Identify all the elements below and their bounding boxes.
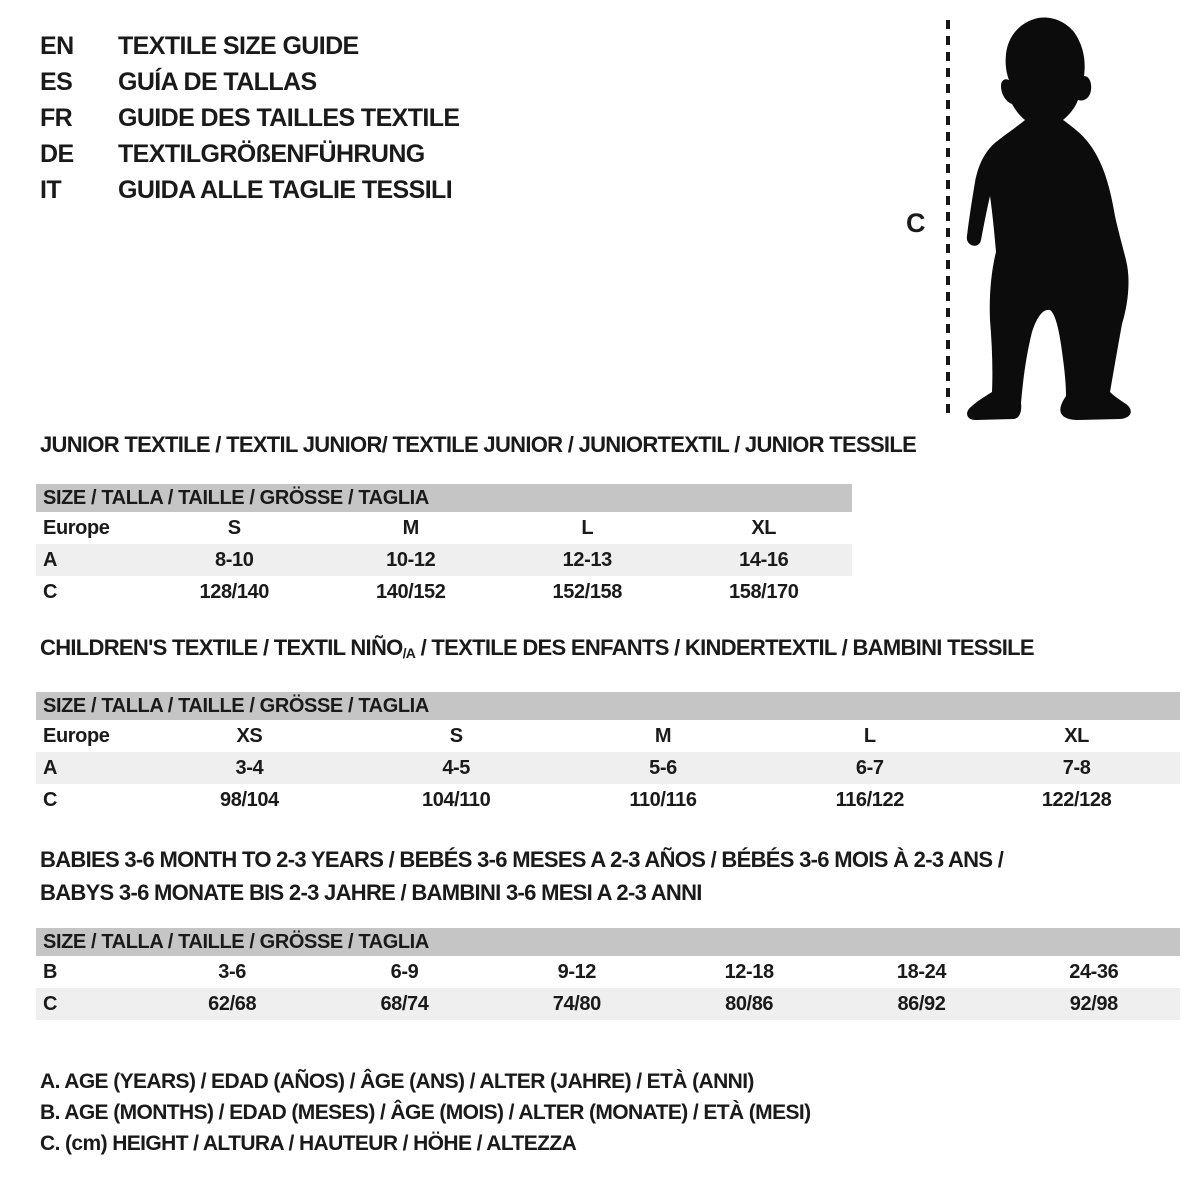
size-cell: M (402, 516, 419, 539)
row-label: C (43, 788, 58, 811)
size-cell: 3-4 (235, 756, 264, 779)
section-title-children (40, 636, 1034, 662)
size-cell: S (227, 516, 241, 539)
size-table-babies (36, 928, 1180, 1020)
language-code: FR (40, 103, 73, 132)
size-cell: 14-16 (739, 548, 789, 571)
table-row-age (36, 752, 1180, 784)
size-cell: 86/92 (897, 992, 946, 1015)
language-label: GUIDE DES TAILLES TEXTILE (118, 103, 460, 132)
table-row-height (36, 988, 1180, 1020)
table-row-europe (36, 512, 852, 544)
section-title-children-sub: /A (402, 645, 416, 661)
section-title-children-post: / TEXTILE DES ENFANTS / KINDERTEXTIL / BAMBINI TESSILE (415, 635, 1034, 660)
language-code: ES (40, 67, 73, 96)
size-cell: 116/122 (835, 788, 904, 811)
size-cell: 7-8 (1062, 756, 1091, 779)
section-title-children-pre: CHILDREN'S TEXTILE / TEXTIL NIÑO (40, 635, 403, 660)
size-cell: 4-5 (442, 756, 471, 779)
language-code: DE (40, 139, 74, 168)
language-code: EN (40, 31, 74, 60)
size-cell: 140/152 (376, 580, 446, 603)
language-row (40, 100, 460, 136)
language-label: GUÍA DE TALLAS (118, 67, 317, 96)
size-cell: 68/74 (380, 992, 429, 1015)
size-cell: 122/128 (1041, 788, 1112, 811)
toddler-silhouette-icon (962, 14, 1142, 422)
size-cell: XL (1064, 724, 1089, 747)
size-table-junior (36, 484, 852, 608)
language-row (40, 172, 460, 208)
size-table-header: SIZE / TALLA / TAILLE / GRÖSSE / TAGLIA (36, 692, 1180, 720)
size-cell: S (449, 724, 463, 747)
size-cell: 62/68 (208, 992, 257, 1015)
legend-line-c: C. (cm) HEIGHT / ALTURA / HAUTEUR / HÖHE / ALTEZZA (40, 1131, 577, 1155)
height-measure-label: C (906, 208, 926, 238)
size-table-header: SIZE / TALLA / TAILLE / GRÖSSE / TAGLIA (36, 484, 852, 512)
size-cell: 74/80 (552, 992, 601, 1015)
table-row-months (36, 956, 1180, 988)
size-cell: 80/86 (725, 992, 774, 1015)
section-title-babies (40, 843, 1003, 909)
size-cell: 10-12 (386, 548, 436, 571)
language-row (40, 28, 460, 64)
size-cell: 24-36 (1069, 960, 1119, 983)
language-row (40, 64, 460, 100)
size-cell: 98/104 (220, 788, 279, 811)
row-label: B (43, 960, 58, 983)
table-row-europe (36, 720, 1180, 752)
size-cell: 6-9 (390, 960, 419, 983)
size-cell: 110/116 (629, 788, 697, 811)
size-cell: 6-7 (855, 756, 884, 779)
row-label: Europe (43, 516, 110, 539)
height-dashed-line (946, 20, 950, 418)
row-label: C (43, 580, 58, 603)
row-label: C (43, 992, 58, 1015)
section-title-babies-line1: BABIES 3-6 MONTH TO 2-3 YEARS / BEBÉS 3-6 MESES A 2-3 AÑOS / BÉBÉS 3-6 MOIS À 2-3 ANS / (40, 847, 1004, 872)
table-row-height (36, 784, 1180, 816)
row-label: A (43, 548, 58, 571)
size-cell: M (654, 724, 672, 747)
table-row-height (36, 576, 852, 608)
size-cell: 5-6 (649, 756, 677, 779)
table-row-age (36, 544, 852, 576)
size-cell: XS (236, 724, 263, 747)
size-table-children (36, 692, 1180, 816)
size-cell: 158/170 (729, 580, 799, 603)
size-cell: 152/158 (552, 580, 622, 603)
size-cell: 92/98 (1069, 992, 1118, 1015)
language-label: TEXTILGRÖßENFÜHRUNG (118, 139, 425, 168)
size-cell: 9-12 (557, 960, 597, 983)
size-cell: L (581, 516, 594, 539)
row-label: Europe (43, 724, 110, 747)
legend-line-a: A. AGE (YEARS) / EDAD (AÑOS) / ÂGE (ANS) / ALTER (JAHRE) / ETÀ (ANNI) (40, 1069, 754, 1093)
language-label: TEXTILE SIZE GUIDE (118, 31, 359, 60)
size-cell: 12-18 (724, 960, 774, 983)
size-table-header: SIZE / TALLA / TAILLE / GRÖSSE / TAGLIA (36, 928, 1180, 956)
size-cell: L (863, 724, 876, 747)
legend (40, 1066, 811, 1159)
size-cell: 12-13 (562, 548, 612, 571)
language-row (40, 136, 460, 172)
size-cell: XL (751, 516, 777, 539)
row-label: A (43, 756, 58, 779)
size-cell: 18-24 (896, 960, 947, 983)
language-label: GUIDA ALLE TAGLIE TESSILI (118, 175, 453, 204)
section-title-babies-line2: BABYS 3-6 MONATE BIS 2-3 JAHRE / BAMBINI 3-6 MESI A 2-3 ANNI (40, 880, 702, 905)
language-list (40, 28, 460, 208)
size-cell: 128/140 (199, 580, 269, 603)
size-cell: 104/110 (421, 788, 491, 811)
size-cell: 3-6 (218, 960, 247, 983)
section-title-junior: JUNIOR TEXTILE / TEXTIL JUNIOR/ TEXTILE JUNIOR / JUNIORTEXTIL / JUNIOR TESSILE (40, 432, 917, 457)
legend-line-b: B. AGE (MONTHS) / EDAD (MESES) / ÂGE (MOIS) / ALTER (MONATE) / ETÀ (MESI) (40, 1100, 811, 1124)
language-code: IT (40, 175, 62, 204)
size-cell: 8-10 (215, 548, 254, 571)
